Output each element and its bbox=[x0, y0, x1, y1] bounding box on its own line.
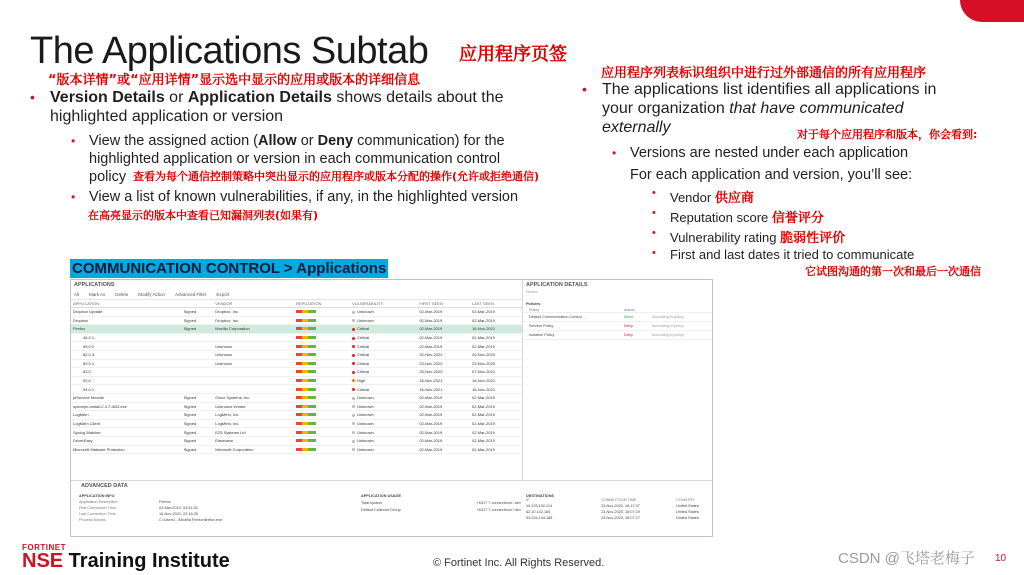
severity-dot bbox=[352, 354, 355, 357]
app-vendor: Mozilla Corporation bbox=[213, 325, 294, 334]
app-last-seen: 02-Mar-2019 bbox=[470, 333, 522, 342]
app-vendor: Microsoft Corporation bbox=[213, 445, 294, 454]
app-name: Dropbox bbox=[71, 316, 182, 325]
bullet-dot: • bbox=[612, 146, 617, 160]
app-last-seen: 02-Mar-2019 bbox=[470, 419, 522, 428]
reputation-bar bbox=[294, 376, 350, 385]
left-sub-1: • View the assigned action (Allow or Deny communication) for the highlighted application or version in each communication control policy bbox=[71, 133, 505, 185]
app-row[interactable] bbox=[71, 342, 522, 351]
destination-row: 62.10.142.165 23-Nov-2020, 16:07:29 United States bbox=[526, 510, 699, 514]
app-first-seen: 02-Mar-2019 bbox=[417, 436, 470, 445]
app-row[interactable] bbox=[71, 308, 522, 317]
app-signed: Signed bbox=[182, 325, 214, 334]
app-vulnerability: Unknown bbox=[350, 316, 417, 325]
reputation-bar bbox=[294, 359, 350, 368]
app-vendor: Unknown Vendor bbox=[213, 402, 294, 411]
reputation-bar bbox=[294, 368, 350, 377]
page-number: 10 bbox=[995, 553, 1007, 564]
app-last-seen: 02-Mar-2019 bbox=[470, 436, 522, 445]
severity-dot bbox=[352, 337, 355, 340]
app-vulnerability: Critical bbox=[350, 368, 417, 377]
application-details-pane bbox=[522, 280, 713, 480]
reputation-bar bbox=[294, 385, 350, 394]
right-item-dates: • First and last dates it tried to communicate bbox=[652, 247, 915, 262]
app-signed bbox=[182, 359, 214, 368]
app-row[interactable] bbox=[71, 393, 522, 402]
app-name: 92.0 bbox=[71, 376, 182, 385]
app-name: LogMeIn Client bbox=[71, 419, 182, 428]
app-vulnerability: Unknown bbox=[350, 428, 417, 437]
app-row[interactable] bbox=[71, 359, 522, 368]
left-note-3: 在高亮显示的版本中查看已知漏洞列表(如果有) bbox=[88, 209, 319, 222]
modify-action-button[interactable]: Modify Action bbox=[138, 292, 166, 297]
destinations-header: IP CONNECTION TIME COUNTRY bbox=[526, 498, 695, 502]
reputation-bar bbox=[294, 316, 350, 325]
bullet-dot: • bbox=[582, 81, 587, 97]
app-vendor: Unknown bbox=[213, 359, 294, 368]
app-last-seen: 02-Mar-2019 bbox=[470, 393, 522, 402]
app-first-seen: 02-Mar-2019 bbox=[417, 402, 470, 411]
app-vendor: EZ5 Systems Ltd bbox=[213, 428, 294, 437]
app-name: Microsoft Malware Protection bbox=[71, 445, 182, 454]
app-vulnerability: Critical bbox=[350, 333, 417, 342]
col-first-seen[interactable]: FIRST SEEN bbox=[417, 300, 470, 308]
app-vulnerability: Unknown bbox=[350, 436, 417, 445]
right-note-2: 对于每个应用程序和版本，你会看到: bbox=[797, 128, 978, 141]
severity-dot bbox=[352, 362, 355, 365]
severity-dot bbox=[352, 388, 355, 391]
app-last-seen: 02-Mar-2019 bbox=[470, 342, 522, 351]
policies-header: Policy Action bbox=[523, 308, 713, 313]
severity-dot bbox=[352, 448, 355, 451]
severity-dot bbox=[352, 440, 355, 443]
reputation-bar bbox=[294, 419, 350, 428]
bullet-dot: • bbox=[30, 89, 35, 105]
policy-action[interactable]: Deny bbox=[624, 324, 633, 328]
advanced-filter-button[interactable]: Advanced Filter bbox=[175, 292, 207, 297]
app-name: LogMeIn bbox=[71, 411, 182, 420]
app-signed bbox=[182, 333, 214, 342]
app-first-seen: 02-Mar-2019 bbox=[417, 325, 470, 334]
app-vendor bbox=[213, 333, 294, 342]
app-vendor bbox=[213, 376, 294, 385]
right-note-1: 应用程序列表标识组织中进行过外部通信的所有应用程序 bbox=[601, 66, 927, 81]
app-info-row: Process Names C:\Users\...\Mozilla Firefox\firefox.exe bbox=[79, 518, 223, 522]
app-first-seen: 16-Nov-2021 bbox=[417, 385, 470, 394]
app-last-seen: 16-Nov-2021 bbox=[470, 325, 522, 334]
app-first-seen: 02-Mar-2019 bbox=[417, 445, 470, 454]
app-vulnerability: Critical bbox=[350, 385, 417, 394]
nse-training-logo: NSE Training Institute bbox=[22, 550, 230, 572]
app-last-seen: 02-Mar-2019 bbox=[470, 402, 522, 411]
app-signed: Signed bbox=[182, 419, 214, 428]
app-signed: Signed bbox=[182, 428, 214, 437]
app-info-row: Last Connection Time 16-Nov-2021, 22:16:35 bbox=[79, 512, 198, 516]
left-bullet-1: • Version Details or Application Details shows details about the highlighted application or version bbox=[30, 89, 504, 125]
app-name: 94.0.1 bbox=[71, 385, 182, 394]
bullet-dot: • bbox=[652, 247, 656, 259]
severity-dot bbox=[352, 405, 355, 408]
app-vendor: LogMeIn, Inc. bbox=[213, 419, 294, 428]
app-info-section: APPLICATION INFO Application Description Firefox First Connection Time 02-Mar-2019, 04:31:33 Last Connection Time 16-Nov-2021, 22:16:35 Process Names C:\Users\...\Mozilla Firefox\firefox.exe bbox=[79, 494, 349, 522]
bullet-dot: • bbox=[71, 134, 76, 148]
app-info-row: Application Description Firefox bbox=[79, 500, 171, 504]
app-vendor: LogMeIn, Inc. bbox=[213, 411, 294, 420]
watermark: CSDN @飞塔老梅子 bbox=[838, 550, 975, 567]
app-signed bbox=[182, 385, 214, 394]
app-row[interactable] bbox=[71, 436, 522, 445]
reputation-bar bbox=[294, 325, 350, 334]
severity-dot bbox=[352, 328, 355, 331]
title-cn-note: 应用程序页签 bbox=[459, 44, 567, 65]
app-vulnerability: Unknown bbox=[350, 419, 417, 428]
app-first-seen: 02-Mar-2019 bbox=[417, 342, 470, 351]
usage-row: Total system +6317 7 connections / dev bbox=[361, 501, 521, 505]
policy-row[interactable]: Default Communication Control ... Allow According to policy bbox=[523, 313, 713, 322]
details-title: APPLICATION DETAILS bbox=[526, 282, 588, 288]
app-first-seen: 20-Nov-2020 bbox=[417, 350, 470, 359]
app-signed: Signed bbox=[182, 402, 214, 411]
col-vulnerability[interactable]: VULNERABILITY bbox=[350, 300, 417, 308]
policy-action[interactable]: Deny bbox=[624, 333, 633, 337]
app-vendor: Unknown bbox=[213, 350, 294, 359]
details-subtitle: Firefox bbox=[526, 290, 538, 294]
app-vendor: Dropbox, Inc. bbox=[213, 316, 294, 325]
app-vulnerability: Unknown bbox=[350, 393, 417, 402]
app-first-seen: 02-Mar-2019 bbox=[417, 411, 470, 420]
corner-accent bbox=[960, 0, 1024, 22]
reputation-bar bbox=[294, 342, 350, 351]
destination-row: 10.225.102.114 23-Nov-2020, 16:17:37 United States bbox=[526, 504, 699, 508]
app-row[interactable] bbox=[71, 385, 522, 394]
app-first-seen: 02-Mar-2019 bbox=[417, 333, 470, 342]
applications-table bbox=[71, 300, 522, 454]
bullet-dot: • bbox=[652, 227, 656, 239]
app-vulnerability: Critical bbox=[350, 350, 417, 359]
severity-dot bbox=[352, 345, 355, 348]
app-row[interactable] bbox=[71, 428, 522, 437]
reputation-bar bbox=[294, 436, 350, 445]
app-name: 65.0.2 bbox=[71, 342, 182, 351]
app-row[interactable] bbox=[71, 316, 522, 325]
app-row[interactable] bbox=[71, 402, 522, 411]
reputation-bar bbox=[294, 445, 350, 454]
app-last-seen: 20-Nov-2020 bbox=[470, 350, 522, 359]
destinations-section: DESTINATIONS IP CONNECTION TIME COUNTRY 10.225.102.114 23-Nov-2020, 16:17:37 United States 62.10.142.165 23-Nov-2020, 16:07:29 United States 34.226.144.188 23-Nov-2020, 16:07:27 United States bbox=[526, 494, 706, 520]
app-first-seen: 16-Nov-2021 bbox=[417, 376, 470, 385]
app-vendor: Unknown bbox=[213, 342, 294, 351]
mark-as-button[interactable]: Mark As bbox=[89, 292, 106, 297]
usage-row: Default Collector Group +6317 7 connections / dev bbox=[361, 508, 521, 512]
app-signed: Signed bbox=[182, 393, 214, 402]
left-note-1: “版本详情”或“应用详情”显示选中显示的应用或版本的详细信息 bbox=[48, 73, 421, 88]
app-signed bbox=[182, 342, 214, 351]
app-vendor: Dropbox, Inc. bbox=[213, 308, 294, 317]
app-row[interactable] bbox=[71, 411, 522, 420]
app-signed: Signed bbox=[182, 308, 214, 317]
reputation-bar bbox=[294, 402, 350, 411]
app-name: Dropbox Update bbox=[71, 308, 182, 317]
app-signed bbox=[182, 376, 214, 385]
left-note-2: 查看为每个通信控制策略中突出显示的应用程序或版本分配的操作(允许或拒绝通信) bbox=[133, 170, 540, 183]
app-row[interactable] bbox=[71, 445, 522, 454]
right-item-vendor: • Vendor 供应商 bbox=[652, 187, 754, 206]
app-signed: Signed bbox=[182, 436, 214, 445]
advanced-title[interactable]: ADVANCED DATA bbox=[81, 483, 128, 489]
app-last-seen: 07-Nov-2021 bbox=[470, 368, 522, 377]
severity-dot bbox=[352, 319, 355, 322]
severity-dot bbox=[352, 431, 355, 434]
app-row[interactable] bbox=[71, 419, 522, 428]
bullet-dot: • bbox=[652, 187, 656, 199]
col-last-seen[interactable]: LAST SEEN bbox=[470, 300, 522, 308]
severity-dot bbox=[352, 422, 355, 425]
app-name: 82.0.3 bbox=[71, 350, 182, 359]
app-first-seen: 02-Mar-2019 bbox=[417, 393, 470, 402]
right-note-3: 它试图沟通的第一次和最后一次通信 bbox=[805, 265, 981, 278]
app-info-row: First Connection Time 02-Mar-2019, 04:31:33 bbox=[79, 506, 198, 510]
right-sub-1: • Versions are nested under each application bbox=[612, 145, 909, 161]
policy-action[interactable]: Allow bbox=[624, 315, 634, 319]
app-last-seen: 23-Nov-2020 bbox=[470, 359, 522, 368]
fortinet-logo: FORTINET bbox=[22, 543, 66, 552]
reputation-bar bbox=[294, 333, 350, 342]
delete-button[interactable]: Delete bbox=[115, 292, 129, 297]
left-sub-2: • View a list of known vulnerabilities, if any, in the highlighted version bbox=[71, 189, 519, 205]
advanced-data-pane bbox=[71, 480, 713, 537]
right-sub-2: For each application and version, you’ll see: bbox=[630, 167, 913, 183]
app-row[interactable] bbox=[71, 368, 522, 377]
severity-dot bbox=[352, 414, 355, 417]
applications-pane bbox=[71, 280, 522, 480]
col-vendor[interactable]: VENDOR bbox=[213, 300, 294, 308]
app-vulnerability: Unknown bbox=[350, 411, 417, 420]
col-signed bbox=[182, 300, 214, 308]
app-first-seen: 23-Nov-2020 bbox=[417, 359, 470, 368]
reputation-bar bbox=[294, 428, 350, 437]
export-button[interactable]: Export bbox=[216, 292, 230, 297]
app-first-seen: 25-Nov-2020 bbox=[417, 368, 470, 377]
bullet-dot: • bbox=[71, 190, 76, 204]
severity-dot bbox=[352, 311, 355, 314]
app-vulnerability: Unknown bbox=[350, 445, 417, 454]
app-vendor bbox=[213, 385, 294, 394]
app-last-seen: 02-Mar-2019 bbox=[470, 428, 522, 437]
severity-dot bbox=[352, 379, 355, 382]
app-last-seen: 02-Mar-2019 bbox=[470, 411, 522, 420]
app-vendor: Cisco Systems, Inc. bbox=[213, 393, 294, 402]
app-signed: Signed bbox=[182, 316, 214, 325]
app-last-seen: 16-Nov-2021 bbox=[470, 385, 522, 394]
app-vulnerability: Critical bbox=[350, 325, 417, 334]
app-name: Firefox bbox=[71, 325, 182, 334]
app-last-seen: 16-Nov-2021 bbox=[470, 376, 522, 385]
col-application[interactable]: APPLICATION bbox=[71, 300, 182, 308]
policy-row[interactable]: Isolation Policy Deny According to policy bbox=[523, 331, 713, 340]
right-item-reputation: • Reputation score 信誉评分 bbox=[652, 207, 824, 226]
app-vendor: Easeware bbox=[213, 436, 294, 445]
app-name: Syslog Watcher bbox=[71, 428, 182, 437]
destination-row: 34.226.144.188 23-Nov-2020, 16:07:27 United States bbox=[526, 516, 699, 520]
app-usage-section: APPLICATION USAGE Total system +6317 7 connections / dev Default Collector Group +6317 7 connections / dev bbox=[361, 494, 521, 512]
app-first-seen: 02-Mar-2019 bbox=[417, 308, 470, 317]
app-first-seen: 02-Mar-2019 bbox=[417, 419, 470, 428]
app-last-seen: 02-Mar-2019 bbox=[470, 316, 522, 325]
app-name: 46.0.1 bbox=[71, 333, 182, 342]
app-signed: Signed bbox=[182, 411, 214, 420]
app-signed bbox=[182, 368, 214, 377]
app-name: openvpn-install-2.4.7-I603.exe bbox=[71, 402, 182, 411]
reputation-bar bbox=[294, 411, 350, 420]
app-signed bbox=[182, 350, 214, 359]
screenshot-banner: COMMUNICATION CONTROL > Applications bbox=[72, 260, 387, 277]
app-row[interactable] bbox=[71, 333, 522, 342]
app-vulnerability: High bbox=[350, 376, 417, 385]
app-name: 83.0.1 bbox=[71, 359, 182, 368]
reputation-bar bbox=[294, 350, 350, 359]
app-first-seen: 02-Mar-2019 bbox=[417, 316, 470, 325]
severity-dot bbox=[352, 397, 355, 400]
applications-toolbar bbox=[71, 290, 522, 300]
copyright: © Fortinet Inc. All Rights Reserved. bbox=[433, 557, 605, 569]
app-name: DriverEasy bbox=[71, 436, 182, 445]
applications-pane-title: APPLICATIONS bbox=[74, 282, 115, 288]
right-item-vulnerability: • Vulnerability rating 脆弱性评价 bbox=[652, 227, 846, 246]
app-vendor bbox=[213, 368, 294, 377]
reputation-bar bbox=[294, 393, 350, 402]
applications-screenshot bbox=[70, 279, 713, 537]
app-name: pfService Module bbox=[71, 393, 182, 402]
filter-select[interactable]: All bbox=[74, 292, 80, 297]
policies-label: Policies bbox=[526, 302, 541, 306]
severity-dot bbox=[352, 371, 355, 374]
app-name: 83.0 bbox=[71, 368, 182, 377]
app-vulnerability: Critical bbox=[350, 342, 417, 351]
policy-row[interactable]: Servers Policy Deny According to policy bbox=[523, 322, 713, 331]
right-bullet-1: • The applications list identifies all applications in your organization that have communicated externally bbox=[582, 81, 937, 136]
app-signed: Signed bbox=[182, 445, 214, 454]
col-reputation[interactable]: REPUTATION bbox=[294, 300, 350, 308]
app-first-seen: 02-Mar-2019 bbox=[417, 428, 470, 437]
app-row[interactable] bbox=[71, 325, 522, 334]
app-last-seen: 02-Mar-2019 bbox=[470, 308, 522, 317]
slide-title: The Applications Subtab bbox=[30, 30, 429, 72]
app-last-seen: 02-Mar-2019 bbox=[470, 445, 522, 454]
app-vulnerability: Critical bbox=[350, 359, 417, 368]
app-row[interactable] bbox=[71, 376, 522, 385]
app-row[interactable] bbox=[71, 350, 522, 359]
app-vulnerability: Unknown bbox=[350, 308, 417, 317]
bullet-dot: • bbox=[652, 207, 656, 219]
app-vulnerability: Unknown bbox=[350, 402, 417, 411]
reputation-bar bbox=[294, 308, 350, 317]
